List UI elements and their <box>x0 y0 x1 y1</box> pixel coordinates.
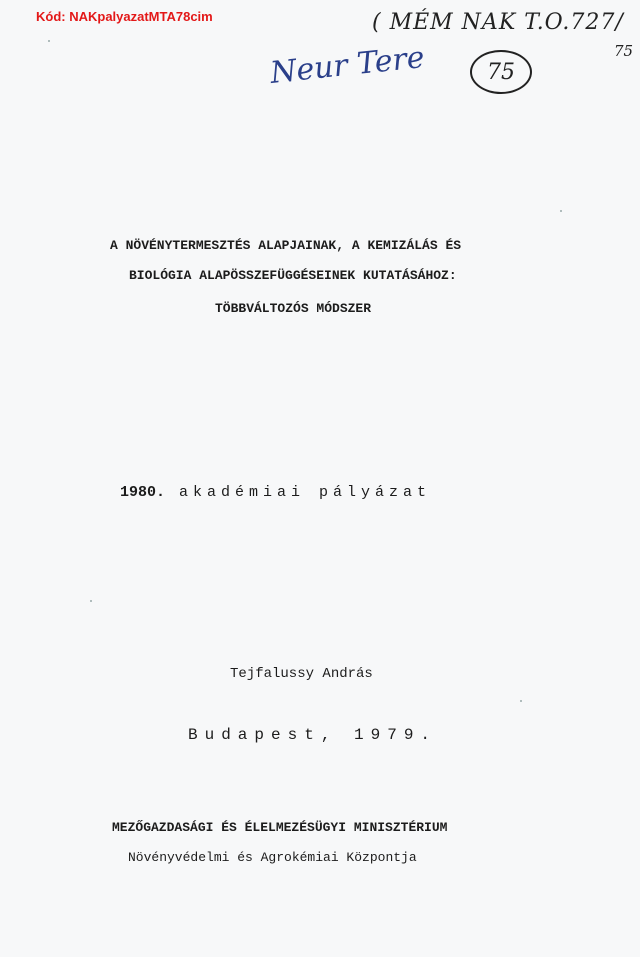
author-name: Tejfalussy András <box>230 666 373 682</box>
submission-year: 1980. <box>120 484 166 501</box>
circled-number: 75 <box>470 50 532 94</box>
submission-line <box>120 484 431 501</box>
scan-speck <box>560 210 562 212</box>
organization-line-2: Növényvédelmi és Agrokémiai Központja <box>128 850 417 865</box>
submission-type: akadémiai pályázat <box>179 484 432 501</box>
document-code-label: Kód: NAKpalyazatMTA78cim <box>36 9 213 24</box>
title-line-2: BIOLÓGIA ALAPÖSSZEFÜGGÉSEINEK KUTATÁSÁHOZ: <box>129 268 457 283</box>
place-date: Budapest, 1979. <box>188 726 438 744</box>
scan-speck <box>48 40 50 42</box>
handwritten-reference-sub: 75 <box>614 42 634 60</box>
title-line-3: TÖBBVÁLTOZÓS MÓDSZER <box>215 301 372 316</box>
scan-speck <box>520 700 522 702</box>
handwritten-signature: Neur Tere <box>268 40 427 91</box>
title-line-1: A NÖVÉNYTERMESZTÉS ALAPJAINAK, A KEMIZÁLÁS ÉS <box>110 238 462 253</box>
scan-speck <box>90 600 92 602</box>
handwritten-reference: ( MÉM NAK T.O.727/ <box>372 10 624 35</box>
organization-line-1: MEZŐGAZDASÁGI ÉS ÉLELMEZÉSÜGYI MINISZTÉRIUM <box>112 820 448 835</box>
